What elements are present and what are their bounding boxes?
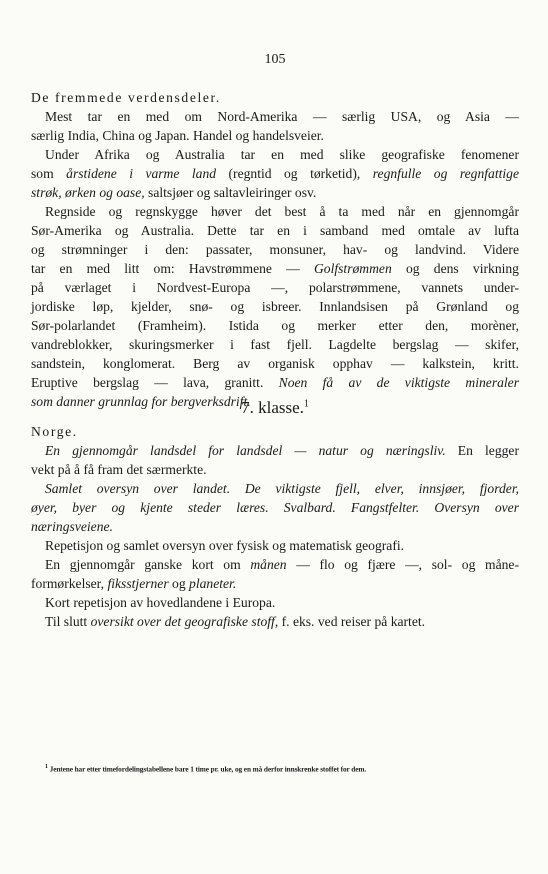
italic-text: En gjennomgår landsdel for landsdel — natur og næringsliv. [45,443,446,458]
text-run: Mest tar en med om Nord-Amerika — særlig USA, og Asia — [45,109,519,124]
italic-text: som danner grunnlag for bergverksdrift. [31,394,251,409]
text-line [31,335,519,354]
italic-text: planeter. [189,576,237,591]
text-line [31,517,519,536]
text-line [31,373,519,392]
text-run: vandreblokker, skuringsmerker i fast fjell. Lagdelte bergslag — skifer, [31,337,519,352]
text-line [31,107,519,126]
class-title: 7. klasse. [241,398,304,417]
document-page [31,0,519,874]
text-run: Sør-Amerika og Australia. Dette tar en i samband med omtale av lufta [31,223,519,238]
text-run: på værlaget i Nordvest-Europa —, polarstrømmene, vannets under- [31,280,519,295]
class-heading [31,398,519,418]
text-line [31,183,519,202]
italic-text: Noen få av de viktigste mineraler [278,375,520,390]
text-line [31,593,519,612]
text-run: særlig India, China og Japan. Handel og handelsveier. [31,128,324,143]
section-heading: Norge. [31,424,78,439]
text-line [31,126,519,145]
text-line [31,297,519,316]
text-run: saltsjøer og saltavleiringer osv. [144,185,317,200]
footnote [45,764,366,773]
section-foreign-continents [31,88,519,411]
italic-text: månen [250,557,287,572]
text-run: En legger [445,443,519,458]
italic-text: øyer, byer og kjente steder læres. Svalbard. Fangstfelter. Oversyn over [31,500,519,515]
italic-text: årstidene i varme land [66,166,217,181]
text-run: og [168,576,190,591]
italic-text: Samlet oversyn over landet. De viktigste fjell, elver, innsjøer, fjorder, [45,481,519,496]
text-line [31,460,519,479]
text-run: En gjennomgår ganske kort om [45,557,251,572]
footnote-text: Jentene har etter timefordelingstabellene bare 1 time pr. uke, og en må derfor innskrenke stoffet for dem. [49,764,367,774]
text-line [31,498,519,517]
text-line [31,278,519,297]
page-number: 105 [264,52,286,67]
text-run: Sør-polarlandet (Framheim). Istida og merker etter den, morèner, [31,318,519,333]
italic-text: fiksstjerner [107,576,169,591]
italic-text: strøk, ørken og oase, [31,185,145,200]
text-run: jordiske løp, kjelder, snø- og isbreer. Innlandsisen på Grønland og [31,299,519,314]
italic-text: Golfstrømmen [313,261,392,276]
text-run: tar en med litt om: Havstrømmene — [31,261,314,276]
text-run: formørkelser, [31,576,108,591]
text-run: Kort repetisjon av hovedlandene i Europa. [45,595,276,610]
text-run: Repetisjon og samlet oversyn over fysisk og matematisk geografi. [45,538,405,553]
text-line [31,259,519,278]
section-body [31,441,519,631]
text-line [31,354,519,373]
text-run: Under Afrika og Australia tar en med slike geografiske fenomener [45,147,519,162]
text-line [31,479,519,498]
text-line [31,145,519,164]
text-line [31,441,519,460]
text-run: og strømninger i den: passater, monsuner, hav- og landvind. Videre [31,242,519,257]
section-norway [31,422,519,631]
text-run: Eruptive bergslag — lava, granitt. [31,375,279,390]
text-run: (regntid og tørketid), [216,166,373,181]
text-line [31,316,519,335]
italic-text: oversikt over det geografiske stoff, [90,614,279,629]
text-run: vekt på å få fram det særmerkte. [31,462,207,477]
section-heading: De fremmede verdensdeler. [31,90,221,105]
text-run: sandstein, konglomerat. Berg av organisk opphav — kalkstein, kritt. [31,356,519,371]
footnote-reference: 1 [303,398,309,410]
section-body [31,107,519,411]
text-run: f. eks. ved reiser på kartet. [278,614,426,629]
text-line [31,612,519,631]
text-line [31,164,519,183]
text-run: som [31,166,67,181]
text-run: Til slutt [45,614,91,629]
italic-text: regnfulle og regnfattige [372,166,519,181]
footnote-mark: 1 [45,764,48,770]
italic-text: næringsveiene. [31,519,113,534]
text-line [31,221,519,240]
text-line [31,202,519,221]
text-run: Regnside og regnskygge høver det best å ta med når en gjennomgår [45,204,519,219]
text-line [31,574,519,593]
text-line [31,240,519,259]
text-run: og dens virkning [391,261,519,276]
text-run: — flo og fjære —, sol- og måne- [286,557,519,572]
text-line [31,536,519,555]
text-line [31,555,519,574]
